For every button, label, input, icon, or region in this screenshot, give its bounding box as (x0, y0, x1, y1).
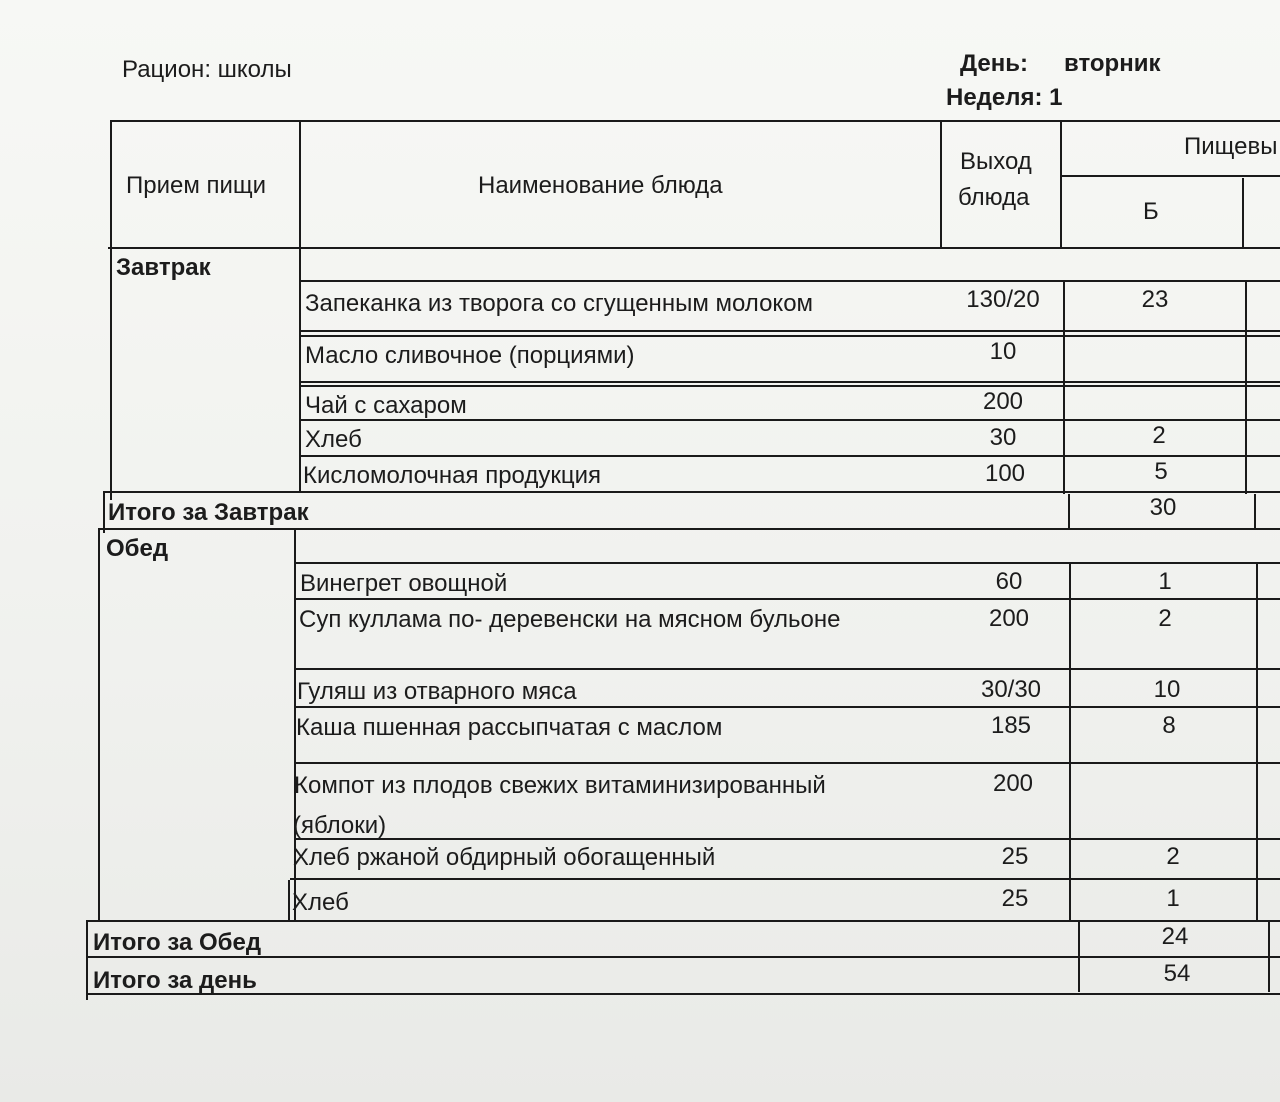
breakfast-total-protein: 30 (1149, 494, 1177, 521)
dish-yield: 200 (992, 770, 1034, 797)
dish-yield: 200 (982, 388, 1024, 415)
dish-name: Суп куллама по- деревенски на мясном бульоне (299, 606, 841, 633)
dish-name: Компот из плодов свежих витаминизированный (294, 772, 826, 799)
day-label: День: (960, 50, 1028, 77)
dish-name: Каша пшенная рассыпчатая с маслом (296, 714, 723, 741)
dish-name: Гуляш из отварного мяса (297, 678, 577, 705)
dish-yield: 130/20 (966, 286, 1040, 313)
dish-yield: 25 (1001, 843, 1029, 870)
column-header-yield-line1: Выход (960, 148, 1032, 175)
dish-name: Кисломолочная продукция (303, 462, 602, 489)
column-header-yield-line2: блюда (958, 184, 1030, 211)
dish-protein: 2 (1152, 422, 1166, 449)
dish-name-line2: (яблоки) (293, 812, 387, 839)
dish-yield: 10 (989, 338, 1017, 365)
dish-name: Винегрет овощной (300, 570, 508, 597)
lunch-total-label: Итого за Обед (93, 929, 262, 956)
breakfast-label: Завтрак (116, 254, 211, 281)
lunch-total-protein: 24 (1161, 923, 1189, 950)
day-value: вторник (1064, 50, 1161, 77)
week-label: Неделя: 1 (946, 84, 1063, 111)
column-header-protein: Б (1143, 198, 1159, 225)
dish-protein: 2 (1166, 843, 1180, 870)
dish-name: Масло сливочное (порциями) (305, 342, 635, 369)
dish-yield: 25 (1001, 885, 1029, 912)
lunch-label: Обед (106, 535, 169, 562)
dish-protein: 23 (1141, 286, 1169, 313)
column-header-meal: Прием пищи (126, 172, 267, 199)
ration-label: Рацион: школы (122, 56, 292, 83)
dish-protein: 2 (1158, 605, 1172, 632)
dish-protein: 1 (1166, 885, 1180, 912)
dish-name: Хлеб ржаной обдирный обогащенный (293, 844, 716, 871)
dish-yield: 100 (984, 460, 1026, 487)
dish-name: Чай с сахаром (305, 392, 467, 419)
column-header-nutrition: Пищевы (1184, 133, 1278, 160)
dish-name: Запеканка из творога со сгущенным молоком (305, 290, 814, 317)
day-total-protein: 54 (1163, 960, 1191, 987)
breakfast-total-label: Итого за Завтрак (108, 499, 309, 526)
dish-protein: 5 (1154, 458, 1168, 485)
dish-protein: 10 (1153, 676, 1181, 703)
dish-yield: 200 (988, 605, 1030, 632)
dish-yield: 185 (990, 712, 1032, 739)
day-total-label: Итого за день (93, 967, 257, 994)
dish-yield: 30 (989, 424, 1017, 451)
dish-yield: 30/30 (980, 676, 1042, 703)
dish-name: Хлеб (305, 426, 362, 453)
dish-name: Хлеб (292, 889, 349, 916)
dish-protein: 1 (1158, 568, 1172, 595)
column-header-dish: Наименование блюда (478, 172, 723, 199)
dish-yield: 60 (995, 568, 1023, 595)
dish-protein: 8 (1162, 712, 1176, 739)
